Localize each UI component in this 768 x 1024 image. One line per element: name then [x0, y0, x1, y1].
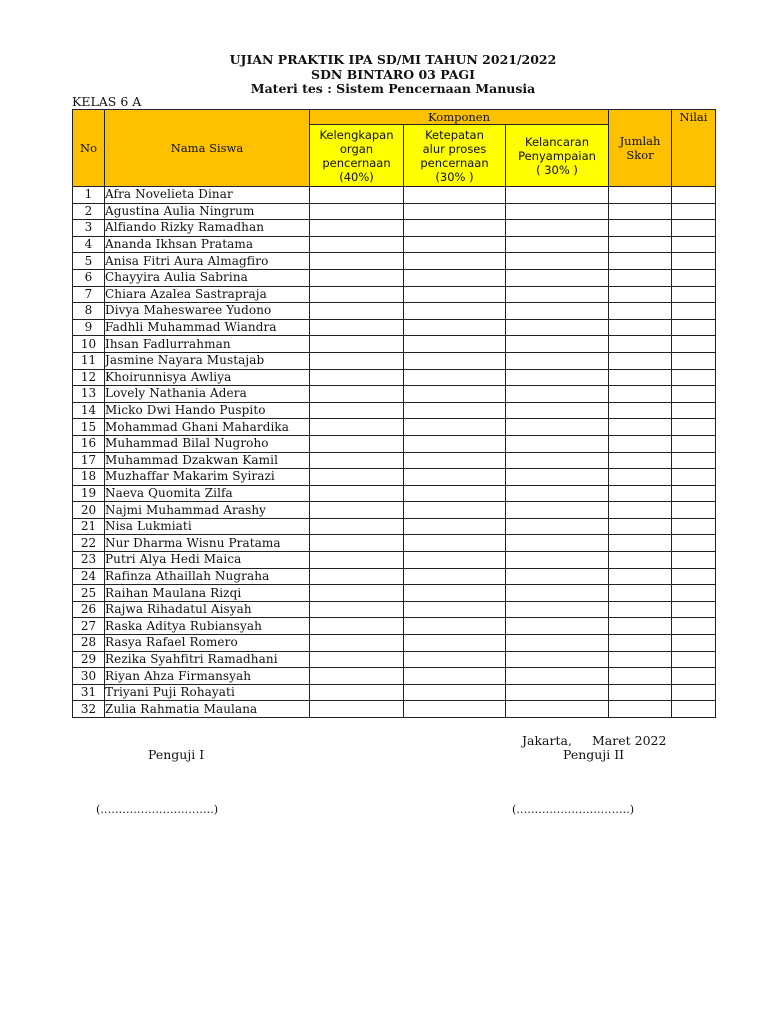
score-ketepatan-cell — [404, 220, 506, 237]
row-number: 30 — [73, 668, 105, 685]
student-name: Ihsan Fadlurrahman — [105, 336, 310, 353]
score-kelengkapan-cell — [310, 369, 404, 386]
score-ketepatan-cell — [404, 518, 506, 535]
student-name: Rafinza Athaillah Nugraha — [105, 568, 310, 585]
table-row — [73, 435, 716, 452]
score-kelengkapan-cell — [310, 402, 404, 419]
col-header-kelengkapan: Kelengkapan organ pencernaan (40%) — [310, 125, 404, 187]
score-ketepatan-cell — [404, 352, 506, 369]
score-kelancaran-cell — [506, 269, 609, 286]
table-row — [73, 535, 716, 552]
nilai-cell — [672, 701, 716, 718]
nilai-cell — [672, 601, 716, 618]
student-name: Rajwa Rihadatul Aisyah — [105, 601, 310, 618]
nilai-cell — [672, 369, 716, 386]
nilai-cell — [672, 187, 716, 204]
score-kelancaran-cell — [506, 369, 609, 386]
row-number: 10 — [73, 336, 105, 353]
score-kelengkapan-cell — [310, 668, 404, 685]
row-number: 3 — [73, 220, 105, 237]
jumlah-skor-cell — [609, 485, 672, 502]
nilai-cell — [672, 535, 716, 552]
row-number: 8 — [73, 303, 105, 320]
nilai-cell — [672, 618, 716, 635]
score-kelancaran-cell — [506, 485, 609, 502]
score-kelancaran-cell — [506, 601, 609, 618]
score-kelancaran-cell — [506, 319, 609, 336]
signing-city: Jakarta, — [522, 733, 572, 748]
row-number: 21 — [73, 518, 105, 535]
student-name: Alfiando Rizky Ramadhan — [105, 220, 310, 237]
nilai-cell — [672, 552, 716, 569]
score-kelancaran-cell — [506, 668, 609, 685]
score-kelengkapan-cell — [310, 535, 404, 552]
score-kelengkapan-cell — [310, 286, 404, 303]
nilai-cell — [672, 386, 716, 403]
student-name: Muzhaffar Makarim Syirazi — [105, 469, 310, 486]
score-ketepatan-cell — [404, 369, 506, 386]
row-number: 31 — [73, 684, 105, 701]
nilai-cell — [672, 469, 716, 486]
test-material: Materi tes : Sistem Pencernaan Manusia — [250, 81, 536, 96]
student-name: Muhammad Bilal Nugroho — [105, 435, 310, 452]
jumlah-skor-cell — [609, 668, 672, 685]
score-kelengkapan-cell — [310, 269, 404, 286]
nilai-cell — [672, 419, 716, 436]
score-kelengkapan-cell — [310, 601, 404, 618]
row-number: 7 — [73, 286, 105, 303]
nilai-cell — [672, 236, 716, 253]
score-ketepatan-cell — [404, 236, 506, 253]
jumlah-skor-cell — [609, 568, 672, 585]
score-kelengkapan-cell — [310, 701, 404, 718]
score-ketepatan-cell — [404, 419, 506, 436]
table-row — [73, 668, 716, 685]
col-header-ketepatan: Ketepatan alur proses pencernaan (30% ) — [404, 125, 506, 187]
table-row — [73, 601, 716, 618]
score-ketepatan-cell — [404, 303, 506, 320]
score-kelengkapan-cell — [310, 253, 404, 270]
student-name: Mohammad Ghani Mahardika — [105, 419, 310, 436]
score-kelancaran-cell — [506, 518, 609, 535]
score-kelengkapan-cell — [310, 236, 404, 253]
table-row — [73, 319, 716, 336]
row-number: 28 — [73, 635, 105, 652]
score-ketepatan-cell — [404, 319, 506, 336]
score-kelengkapan-cell — [310, 568, 404, 585]
score-kelengkapan-cell — [310, 336, 404, 353]
jumlah-skor-cell — [609, 635, 672, 652]
nilai-cell — [672, 518, 716, 535]
table-row — [73, 518, 716, 535]
nilai-cell — [672, 303, 716, 320]
col-header-jumlah-skor: Jumlah Skor — [609, 110, 672, 187]
table-row — [73, 336, 716, 353]
nilai-cell — [672, 452, 716, 469]
row-number: 19 — [73, 485, 105, 502]
score-kelengkapan-cell — [310, 419, 404, 436]
student-name: Khoirunnisya Awliya — [105, 369, 310, 386]
score-ketepatan-cell — [404, 635, 506, 652]
score-kelengkapan-cell — [310, 319, 404, 336]
score-ketepatan-cell — [404, 386, 506, 403]
score-kelancaran-cell — [506, 435, 609, 452]
nilai-cell — [672, 253, 716, 270]
signing-date: Maret 2022 — [592, 733, 667, 748]
nilai-cell — [672, 336, 716, 353]
score-kelengkapan-cell — [310, 485, 404, 502]
nilai-cell — [672, 684, 716, 701]
jumlah-skor-cell — [609, 386, 672, 403]
score-kelancaran-cell — [506, 386, 609, 403]
score-ketepatan-cell — [404, 701, 506, 718]
score-table — [72, 109, 716, 718]
col-header-komponen: Komponen — [310, 110, 609, 125]
row-number: 14 — [73, 402, 105, 419]
student-name: Agustina Aulia Ningrum — [105, 203, 310, 220]
student-name: Nur Dharma Wisnu Pratama — [105, 535, 310, 552]
score-ketepatan-cell — [404, 668, 506, 685]
jumlah-skor-cell — [609, 618, 672, 635]
examiner-2-label: Penguji II — [563, 747, 625, 762]
class-label: KELAS 6 A — [72, 94, 142, 109]
score-kelancaran-cell — [506, 303, 609, 320]
score-kelengkapan-cell — [310, 303, 404, 320]
table-row — [73, 352, 716, 369]
score-ketepatan-cell — [404, 684, 506, 701]
jumlah-skor-cell — [609, 452, 672, 469]
score-kelancaran-cell — [506, 568, 609, 585]
row-number: 9 — [73, 319, 105, 336]
table-row — [73, 552, 716, 569]
jumlah-skor-cell — [609, 187, 672, 204]
score-kelancaran-cell — [506, 352, 609, 369]
student-name: Muhammad Dzakwan Kamil — [105, 452, 310, 469]
student-name: Riyan Ahza Firmansyah — [105, 668, 310, 685]
table-row — [73, 469, 716, 486]
table-row — [73, 568, 716, 585]
score-kelengkapan-cell — [310, 618, 404, 635]
score-kelancaran-cell — [506, 220, 609, 237]
row-number: 22 — [73, 535, 105, 552]
score-ketepatan-cell — [404, 469, 506, 486]
jumlah-skor-cell — [609, 419, 672, 436]
score-kelengkapan-cell — [310, 552, 404, 569]
student-name: Divya Maheswaree Yudono — [105, 303, 310, 320]
score-ketepatan-cell — [404, 203, 506, 220]
jumlah-skor-cell — [609, 352, 672, 369]
table-row — [73, 585, 716, 602]
student-rows — [73, 187, 716, 718]
nilai-cell — [672, 203, 716, 220]
score-ketepatan-cell — [404, 485, 506, 502]
nilai-cell — [672, 435, 716, 452]
row-number: 5 — [73, 253, 105, 270]
table-row — [73, 502, 716, 519]
table-row — [73, 369, 716, 386]
row-number: 27 — [73, 618, 105, 635]
student-name: Chiara Azalea Sastrapraja — [105, 286, 310, 303]
col-header-kelancaran: Kelancaran Penyampaian ( 30% ) — [506, 125, 609, 187]
table-row — [73, 419, 716, 436]
student-name: Jasmine Nayara Mustajab — [105, 352, 310, 369]
score-kelancaran-cell — [506, 187, 609, 204]
score-kelancaran-cell — [506, 236, 609, 253]
score-ketepatan-cell — [404, 452, 506, 469]
score-kelengkapan-cell — [310, 635, 404, 652]
row-number: 26 — [73, 601, 105, 618]
table-row — [73, 452, 716, 469]
jumlah-skor-cell — [609, 585, 672, 602]
table-row — [73, 386, 716, 403]
table-row — [73, 203, 716, 220]
student-name: Ananda Ikhsan Pratama — [105, 236, 310, 253]
nilai-cell — [672, 585, 716, 602]
table-row — [73, 286, 716, 303]
jumlah-skor-cell — [609, 236, 672, 253]
score-kelancaran-cell — [506, 618, 609, 635]
examiner-1-signature-line: (………………………….) — [96, 803, 219, 816]
score-kelengkapan-cell — [310, 352, 404, 369]
nilai-cell — [672, 286, 716, 303]
row-number: 4 — [73, 236, 105, 253]
score-kelengkapan-cell — [310, 203, 404, 220]
nilai-cell — [672, 485, 716, 502]
row-number: 20 — [73, 502, 105, 519]
score-ketepatan-cell — [404, 286, 506, 303]
score-kelancaran-cell — [506, 419, 609, 436]
col-header-name: Nama Siswa — [105, 110, 310, 187]
student-name: Putri Alya Hedi Maica — [105, 552, 310, 569]
score-kelengkapan-cell — [310, 684, 404, 701]
student-name: Naeva Quomita Zilfa — [105, 485, 310, 502]
row-number: 1 — [73, 187, 105, 204]
student-name: Chayyira Aulia Sabrina — [105, 269, 310, 286]
score-kelancaran-cell — [506, 701, 609, 718]
score-ketepatan-cell — [404, 601, 506, 618]
score-kelancaran-cell — [506, 684, 609, 701]
score-kelengkapan-cell — [310, 502, 404, 519]
row-number: 23 — [73, 552, 105, 569]
row-number: 17 — [73, 452, 105, 469]
examiner-1-label: Penguji I — [148, 747, 205, 762]
score-kelengkapan-cell — [310, 469, 404, 486]
student-name: Triyani Puji Rohayati — [105, 684, 310, 701]
score-kelancaran-cell — [506, 203, 609, 220]
jumlah-skor-cell — [609, 319, 672, 336]
student-name: Micko Dwi Hando Puspito — [105, 402, 310, 419]
jumlah-skor-cell — [609, 286, 672, 303]
jumlah-skor-cell — [609, 502, 672, 519]
row-number: 18 — [73, 469, 105, 486]
score-kelancaran-cell — [506, 469, 609, 486]
table-row — [73, 618, 716, 635]
table-row — [73, 485, 716, 502]
row-number: 13 — [73, 386, 105, 403]
row-number: 24 — [73, 568, 105, 585]
student-name: Zulia Rahmatia Maulana — [105, 701, 310, 718]
jumlah-skor-cell — [609, 203, 672, 220]
score-kelengkapan-cell — [310, 386, 404, 403]
jumlah-skor-cell — [609, 701, 672, 718]
student-name: Afra Novelieta Dinar — [105, 187, 310, 204]
score-ketepatan-cell — [404, 435, 506, 452]
nilai-cell — [672, 319, 716, 336]
nilai-cell — [672, 635, 716, 652]
jumlah-skor-cell — [609, 552, 672, 569]
student-name: Lovely Nathania Adera — [105, 386, 310, 403]
score-kelancaran-cell — [506, 635, 609, 652]
score-kelengkapan-cell — [310, 220, 404, 237]
nilai-cell — [672, 568, 716, 585]
nilai-cell — [672, 668, 716, 685]
table-row — [73, 253, 716, 270]
jumlah-skor-cell — [609, 651, 672, 668]
jumlah-skor-cell — [609, 253, 672, 270]
row-number: 32 — [73, 701, 105, 718]
row-number: 11 — [73, 352, 105, 369]
jumlah-skor-cell — [609, 336, 672, 353]
student-name: Najmi Muhammad Arashy — [105, 502, 310, 519]
score-ketepatan-cell — [404, 535, 506, 552]
nilai-cell — [672, 502, 716, 519]
student-name: Nisa Lukmiati — [105, 518, 310, 535]
nilai-cell — [672, 269, 716, 286]
score-kelancaran-cell — [506, 552, 609, 569]
table-row — [73, 635, 716, 652]
score-kelengkapan-cell — [310, 452, 404, 469]
score-kelengkapan-cell — [310, 187, 404, 204]
table-row — [73, 303, 716, 320]
col-header-no: No — [73, 110, 105, 187]
jumlah-skor-cell — [609, 469, 672, 486]
score-ketepatan-cell — [404, 502, 506, 519]
table-row — [73, 701, 716, 718]
score-ketepatan-cell — [404, 651, 506, 668]
school-name: SDN BINTARO 03 PAGI — [311, 67, 475, 82]
row-number: 15 — [73, 419, 105, 436]
nilai-cell — [672, 402, 716, 419]
jumlah-skor-cell — [609, 402, 672, 419]
jumlah-skor-cell — [609, 220, 672, 237]
score-kelancaran-cell — [506, 336, 609, 353]
score-kelengkapan-cell — [310, 651, 404, 668]
nilai-cell — [672, 220, 716, 237]
score-kelengkapan-cell — [310, 435, 404, 452]
student-name: Raska Aditya Rubiansyah — [105, 618, 310, 635]
jumlah-skor-cell — [609, 601, 672, 618]
table-row — [73, 220, 716, 237]
table-row — [73, 684, 716, 701]
score-kelengkapan-cell — [310, 585, 404, 602]
row-number: 29 — [73, 651, 105, 668]
student-name: Fadhli Muhammad Wiandra — [105, 319, 310, 336]
score-ketepatan-cell — [404, 187, 506, 204]
nilai-cell — [672, 352, 716, 369]
score-ketepatan-cell — [404, 402, 506, 419]
table-row — [73, 402, 716, 419]
nilai-cell — [672, 651, 716, 668]
row-number: 2 — [73, 203, 105, 220]
jumlah-skor-cell — [609, 684, 672, 701]
score-kelancaran-cell — [506, 585, 609, 602]
document-title: UJIAN PRAKTIK IPA SD/MI TAHUN 2021/2022 — [229, 52, 557, 67]
score-kelancaran-cell — [506, 535, 609, 552]
jumlah-skor-cell — [609, 369, 672, 386]
score-ketepatan-cell — [404, 552, 506, 569]
row-number: 25 — [73, 585, 105, 602]
student-name: Rasya Rafael Romero — [105, 635, 310, 652]
col-header-nilai: Nilai — [672, 110, 716, 187]
score-kelancaran-cell — [506, 253, 609, 270]
student-name: Rezika Syahfitri Ramadhani — [105, 651, 310, 668]
score-kelancaran-cell — [506, 402, 609, 419]
score-kelancaran-cell — [506, 452, 609, 469]
student-name: Raihan Maulana Rizqi — [105, 585, 310, 602]
table-row — [73, 651, 716, 668]
row-number: 16 — [73, 435, 105, 452]
score-kelancaran-cell — [506, 502, 609, 519]
table-row — [73, 269, 716, 286]
jumlah-skor-cell — [609, 303, 672, 320]
jumlah-skor-cell — [609, 518, 672, 535]
table-row — [73, 187, 716, 204]
score-kelancaran-cell — [506, 651, 609, 668]
jumlah-skor-cell — [609, 435, 672, 452]
score-ketepatan-cell — [404, 568, 506, 585]
score-ketepatan-cell — [404, 618, 506, 635]
jumlah-skor-cell — [609, 269, 672, 286]
row-number: 6 — [73, 269, 105, 286]
row-number: 12 — [73, 369, 105, 386]
score-kelancaran-cell — [506, 286, 609, 303]
score-ketepatan-cell — [404, 336, 506, 353]
jumlah-skor-cell — [609, 535, 672, 552]
score-ketepatan-cell — [404, 253, 506, 270]
student-name: Anisa Fitri Aura Almagfiro — [105, 253, 310, 270]
table-row — [73, 236, 716, 253]
score-ketepatan-cell — [404, 269, 506, 286]
score-ketepatan-cell — [404, 585, 506, 602]
examiner-2-signature-line: (………………………….) — [512, 803, 635, 816]
score-kelengkapan-cell — [310, 518, 404, 535]
